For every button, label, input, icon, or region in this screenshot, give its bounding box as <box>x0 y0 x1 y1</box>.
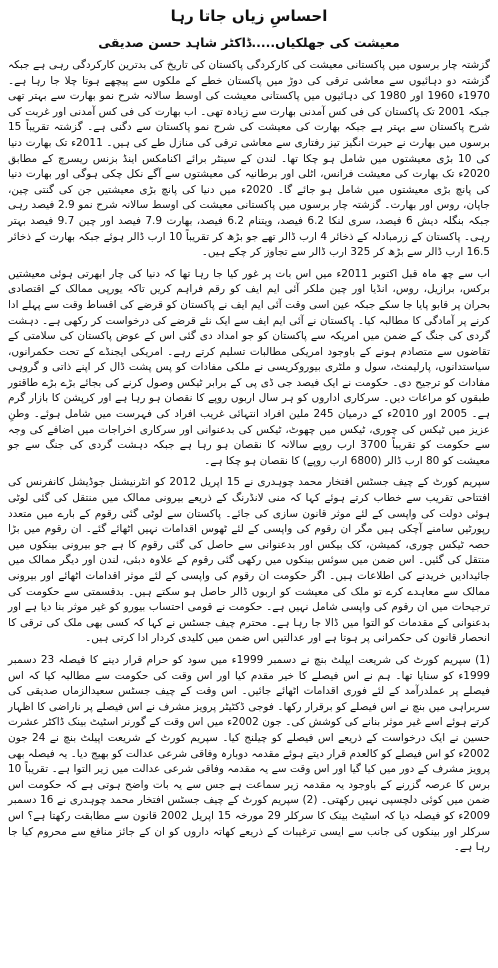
article-paragraph-3: سپریم کورٹ کے چیف جسٹس افتخار محمد چوہدری نے 15 اپریل 2012 کو انٹرنیشنل جوڈیشل کانفرنس کی افتتاحی تقریب سے خطاب کرتے ہوئے کہا کہ منی لانڈرنگ کے ذریعے بیرونی ممالک میں منتقل کی گئی لوٹی ہوئی دولت کی واپسی کے لئے موثر قانون سازی کی جائے۔ پاکستان سے لوٹی گئی رقوم کے بارے میں متعدد رپورٹیں سامنے آچکی ہیں مگر ان رقوم کی واپسی کے لئے ٹھوس اقدامات نہیں اٹھائے گئے۔ ان رقوم میں بڑا حصہ ٹیکس چوری، کمیشن، کک بیکس اور بدعنوانی سے حاصل کی گئی رقوم کا ہے جو بیرونی بینکوں میں منتقل کی گئیں۔ اس ضمن میں سوئس بینکوں میں رکھی گئی رقوم کے علاوہ دبئی، لندن اور دیگر ممالک میں جائیدادیں خریدنے کی اطلاعات ہیں۔ اگر حکومت ان رقوم کی واپسی کے لئے موثر اقدامات اٹھائے اور بیرونی ممالک سے معاہدے کرے تو ملک کی معیشت کو اربوں ڈالر حاصل ہو سکتے ہیں۔ بدقسمتی سے حکومت کی ترجیحات میں ان رقوم کی واپسی شامل نہیں ہے۔ حکومت نے قومی احتساب بیورو کو غیر موثر بنا دیا ہے اور بدعنوانی کے مقدمات کو التوا میں ڈالا جا رہا ہے۔ محترم چیف جسٹس نے کہا کہ کسی بھی ملک کی ترقی کا انحصار قانون کی حکمرانی پر ہوتا ہے اور عدالتیں اس ضمن میں کلیدی کردار ادا کرتی ہیں۔ <box>8 476 491 645</box>
article-title: احساسِ زیاں جاتا رہا <box>170 7 328 25</box>
article-byline: معیشت کی جھلکیاں.....ڈاکٹر شاہد حسن صدیقی <box>98 35 400 50</box>
article-paragraph-2: اب سے چھ ماہ قبل اکتوبر 2011ء میں اس بات پر غور کیا جا رہا تھا کہ دنیا کی چار ابھرتی ہوئی معیشتیں برکس، برازیل، روس، انڈیا اور چین ملکر آئی ایم ایف کو رقم فراہم کریں تاکہ یورپی ممالک کے اقتصادی بحران پر قابو پایا جا سکے جبکہ عین اسی وقت آئی ایم ایف نے پاکستان کو قرضے کی اقساط وقت سے پہلے ادا کرنے پر آمادگی کا مطالبہ کیا۔ پاکستان نے آئی ایم ایف سے ایک نئے قرضے کی درخواست کر رکھی ہے۔ دہشت گردی کی جنگ کے ضمن میں امریکہ سے پاکستان کو جو امداد دی گئی اس کے عوض پاکستان کی سلامتی کے تقاضوں سے متصادم ہونے کے باوجود امریکی مطالبات تسلیم کرتے رہے۔ امریکی ایجنڈے کے تحت حکمرانوں، سیاستدانوں، پارلیمنٹ، سول و ملٹری بیوروکریسی نے ملکی مفادات کو پس پشت ڈال کر اپنے ذاتی و گروہی مفادات کو ترجیح دی۔ حکومت نے ایک فیصد جی ڈی پی کے برابر ٹیکس وصول کرنے کی بجائے بڑے بڑے طاقتور طبقوں کو مراعات دیں۔ سرکاری اداروں کو ہر سال اربوں روپے کا نقصان ہو رہا ہے اور کرپشن کا بازار گرم ہے۔ 2005 اور 2010ء کے درمیان 245 ملین افراد انتہائی غریب افراد کی فہرست میں شامل ہوئے۔ وطنِ عزیز میں ٹیکس کی چوری، ٹیکس میں چھوٹ، ٹیکس کی بدعنوانی اور سرکاری اخراجات میں اضافے کی وجہ سے حکومت کو تقریباً 3700 ارب روپے سالانہ کا نقصان ہو رہا ہے جبکہ دہشت گردی کی جنگ سے جو معیشت کو 80 ارب ڈالر (6800 ارب روپے) کا نقصان ہو چکا ہے۔ <box>8 267 490 467</box>
article-paragraph-4: (1) سپریم کورٹ کی شریعت ایپلٹ بنچ نے دسمبر 1999ء میں سود کو حرام قرار دینے کا فیصلہ 23 دسمبر 1999ء کو سنایا تھا۔ ہم نے اس فیصلے کا خیر مقدم کیا اور اس وقت کی حکومت سے مطالبہ کیا کہ اس فیصلے پر عملدرآمد کے لئے فوری اقدامات اٹھائے جائیں۔ اس وقت کے چیف جسٹس سعیدالزماں صدیقی کی سربراہی میں بنچ نے اس فیصلے کو برقرار رکھا۔ فوجی ڈکٹیٹر پرویز مشرف نے اس فیصلے پر ناراضی کا اظہار کرتے ہوئے اسے غیر موثر بنانے کی کوشش کی۔ جون 2002ء میں اس وقت کے گورنر اسٹیٹ بینک ڈاکٹر عشرت حسین نے ایک درخواست کے ذریعے اس فیصلے کو چیلنج کیا۔ سپریم کورٹ کے شریعت اپیلٹ بنچ نے 24 جون 2002ء کو اس فیصلے کو کالعدم قرار دیتے ہوئے مقدمہ دوبارہ وفاقی شرعی عدالت کو بھیج دیا۔ یہ فیصلہ بھی پرویز مشرف کے دور میں کیا گیا اور اس وقت سے یہ مقدمہ وفاقی شرعی عدالت میں زیر التوا ہے۔ تقریباً 10 برس کا عرصہ گزرنے کے باوجود یہ مقدمہ زیر سماعت ہے جس سے یہ بات واضح ہوتی ہے کہ حکومت اس ضمن میں کوئی دلچسپی نہیں رکھتی۔ (2) سپریم کورٹ کے چیف جسٹس افتخار محمد چوہدری نے 16 دسمبر 2009ء کو فیصلہ دیا کہ اسٹیٹ بینک کا سرکلر 29 مورخہ 15 اپریل 2002 قانون سے مطابقت رکھتا ہے؟ اس سرکلر اور بینکوں کی جانب سے ایسی ترغیبات کے ذریعے کھاتہ داروں کو ان کے جائز منافع سے محروم کیا جا رہا ہے۔ <box>8 653 491 854</box>
article-paragraph-1: گزشتہ چار برسوں میں پاکستانی معیشت کی کارکردگی پاکستان کی تاریخ کی بدترین کارکردگی رہی ہے جبکہ گزشتہ دو دہائیوں سے معاشی ترقی کی دوڑ میں پاکستان خطے کے ملکوں سے پیچھے ہوتا چلا جا رہا ہے۔ 1970ء 1960 اور 1980 کی دہائیوں میں پاکستانی معیشت کی اوسط سالانہ شرح نمو بھارت سے بہتر تھی جبکہ 2001 تک پاکستان کی فی کس آمدنی بھارت سے زیادہ تھی۔ اب بھارت کی فی کس آمدنی اور غربت کی شرح پاکستان سے بہتر ہے جبکہ بھارت کی معیشت کی شرح نمو پاکستان سے دگنی ہے۔ گزشتہ تقریباً 15 برسوں میں بھارت نے حیرت انگیز تیز رفتاری سے معاشی ترقی کی منازل طے کی ہیں۔ 2011ء تک بھارت دنیا کی 10 بڑی معیشتوں میں شامل ہو چکا تھا۔ لندن کے سینٹر برائے اکنامکس اینڈ بزنس ریسرچ کے مطابق 2020ء تک بھارت کی معیشت فرانس، اٹلی اور برطانیہ کی معیشتوں سے آگے نکل چکی ہوگی اور بھارت دنیا کی پانچ بڑی معیشتوں میں شامل ہو جائے گا۔ 2020ء میں دنیا کی پانچ بڑی معیشتیں جن کی گنتی چین، جاپان، روس اور بھارت۔ گزشتہ چار برسوں میں پاکستانی معیشت کی اوسط سالانہ شرح نمو 2.9 فیصد رہی جبکہ بنگلہ دیش 6 فیصد، سری لنکا 6.2 فیصد، ویتنام 6.2 فیصد، بھارت 7.9 فیصد اور چین 9.7 فیصد بہتر رہی۔ پاکستان کے زرمبادلہ کے ذخائر 4 ارب ڈالر تھے جو بڑھ کر تقریباً 10 ارب ڈالر ہوئے جبکہ بھارت کے ذخائر 16.5 ارب ڈالر سے بڑھ کر 325 ارب ڈالر سے تجاوز کر چکے ہیں۔ <box>8 59 491 259</box>
